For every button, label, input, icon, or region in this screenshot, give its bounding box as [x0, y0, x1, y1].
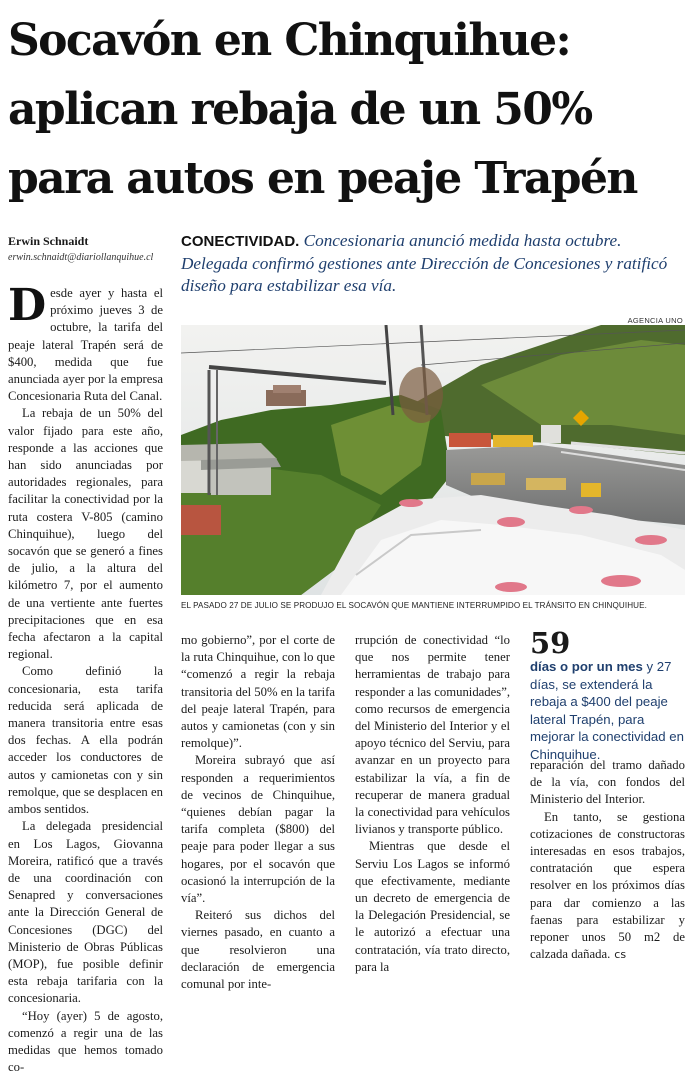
news-photo	[181, 325, 685, 595]
article-column-1	[8, 280, 163, 1076]
paragraph	[530, 809, 685, 964]
headline-line-3: para autos en peaje Trapén	[8, 153, 637, 204]
paragraph: rrupción de conectividad “lo que nos permite tener herramientas de trabajo para responder a las comunidades”, como recursos de emergencia del Ministerio del Interior y el apoyo técnico del Serviu, para avanzar en un proyecto para estabilizar la vía, a fin de recuperar de manera gradual la conectividad para vehículos livianos y transporte público.	[355, 633, 511, 837]
stat-description: y 27 días, se extenderá la rebaja a $400 del peaje lateral Trapén, para mejorar la conectividad en Chinquihue.	[530, 659, 684, 762]
headline-line-1: Socavón en Chinquihue:	[8, 15, 571, 66]
stat-box	[530, 628, 686, 763]
author-email[interactable]: erwin.schnaidt@diariollanquihue.cl	[8, 252, 154, 263]
paragraph: “Hoy (ayer) 5 de agosto, comenzó a regir una de las medidas que hemos tomado co-	[8, 1008, 163, 1075]
drop-cap: D	[8, 280, 47, 331]
lead-text: Concesionaria anunció medida hasta octubre. Delegada confirmó gestiones ante Dirección de Concesiones y ratificó diseño para estabilizar esa vía.	[181, 231, 668, 295]
article-column-2	[181, 632, 335, 993]
paragraph: La delegada presidencial en Los Lagos, Giovanna Moreira, ratificó que a través de una coordinación con Senapred y conversaciones ante la Dirección General de Concesiones (DGC) del Ministerio de Obras Públicas (MOP), fue posible definir esta rebaja tarifaria con la concesionaria.	[8, 819, 163, 1006]
article-column-4	[530, 757, 685, 963]
end-mark-icon: cs	[614, 948, 627, 962]
lead-paragraph	[181, 230, 686, 297]
photo-caption: EL PASADO 27 DE JULIO SE PRODUJO EL SOCAVÓN QUE MANTIENE INTERRUMPIDO EL TRÁNSITO EN CHINQUIHUE.	[181, 601, 647, 610]
paragraph: reparación del tramo dañado de la vía, con fondos del Ministerio del Interior.	[530, 758, 685, 807]
paragraph: esde ayer y hasta el próximo jueves 3 de octubre, la tarifa del peaje lateral Trapén será de $400, medida que fue anunciada ayer por la empresa Concesionaria Ruta del Canal.	[8, 286, 163, 404]
paragraph: Como definió la concesionaria, esta tarifa reducida será aplicada de manera transitoria entre esas dos fechas. A ella podrán acceder los conductores de autos y camionetas con y sin remolque, que se desplacen en ambos sentidos.	[8, 664, 163, 817]
stat-bold-text: días o por un mes	[530, 659, 643, 674]
section-kicker: CONECTIVIDAD.	[181, 233, 300, 250]
headline-line-2: aplican rebaja de un 50%	[8, 84, 592, 135]
headline	[8, 6, 688, 213]
article-column-3	[355, 632, 510, 976]
author-byline: Erwin Schnaidt	[8, 234, 89, 248]
paragraph: La rebaja de un 50% del valor fijado para este año, responde a las acciones que han sido anunciadas por autoridades regionales, para facilitar la conectividad por la ruta costera V-805 (camino Chinquihue), luego del socavón que se generó a fines de julio, a la altura del kilómetro 7, por el aumento de una vertiente ante fuertes precipitaciones que en esa fecha afectaron a la capital regional.	[8, 406, 163, 662]
paragraph-text: En tanto, se gestiona cotizaciones de constructoras interesadas en esos trabajos, contratación que espera resolver en los próximos días para dar comienzo a las faenas para estabilizar y reponer unos 50 m2 de calzada dañada.	[530, 809, 685, 962]
paragraph: Moreira subrayó que así responden a requerimientos de vecinos de Chinquihue, “quienes debían pagar la tarifa completa ($800) del peaje para poder llegar a sus hogares, por el socavón que ocasionó la interrupción de la vía”.	[181, 753, 335, 906]
stat-text	[530, 658, 686, 763]
stat-number: 59	[530, 626, 571, 660]
paragraph: Reiteró sus dichos del viernes pasado, en cuanto a que resolvieron una declaración de emergencia comunal por inte-	[181, 908, 335, 992]
photo-credit: AGENCIA UNO	[627, 316, 683, 325]
paragraph: mo gobierno”, por el corte de la ruta Chinquihue, con lo que “comenzó a regir la rebaja transitoria del 50% en la tarifa del peaje lateral Trapén, para autos y camionetas (con y sin remolque)”.	[181, 633, 335, 751]
paragraph: Mientras que desde el Serviu Los Lagos se informó que efectivamente, mediante un decreto de emergencia de la Delegación Presidencial, se le autorizó a efectuar una contratación, vía trato directo, para la	[355, 839, 510, 974]
